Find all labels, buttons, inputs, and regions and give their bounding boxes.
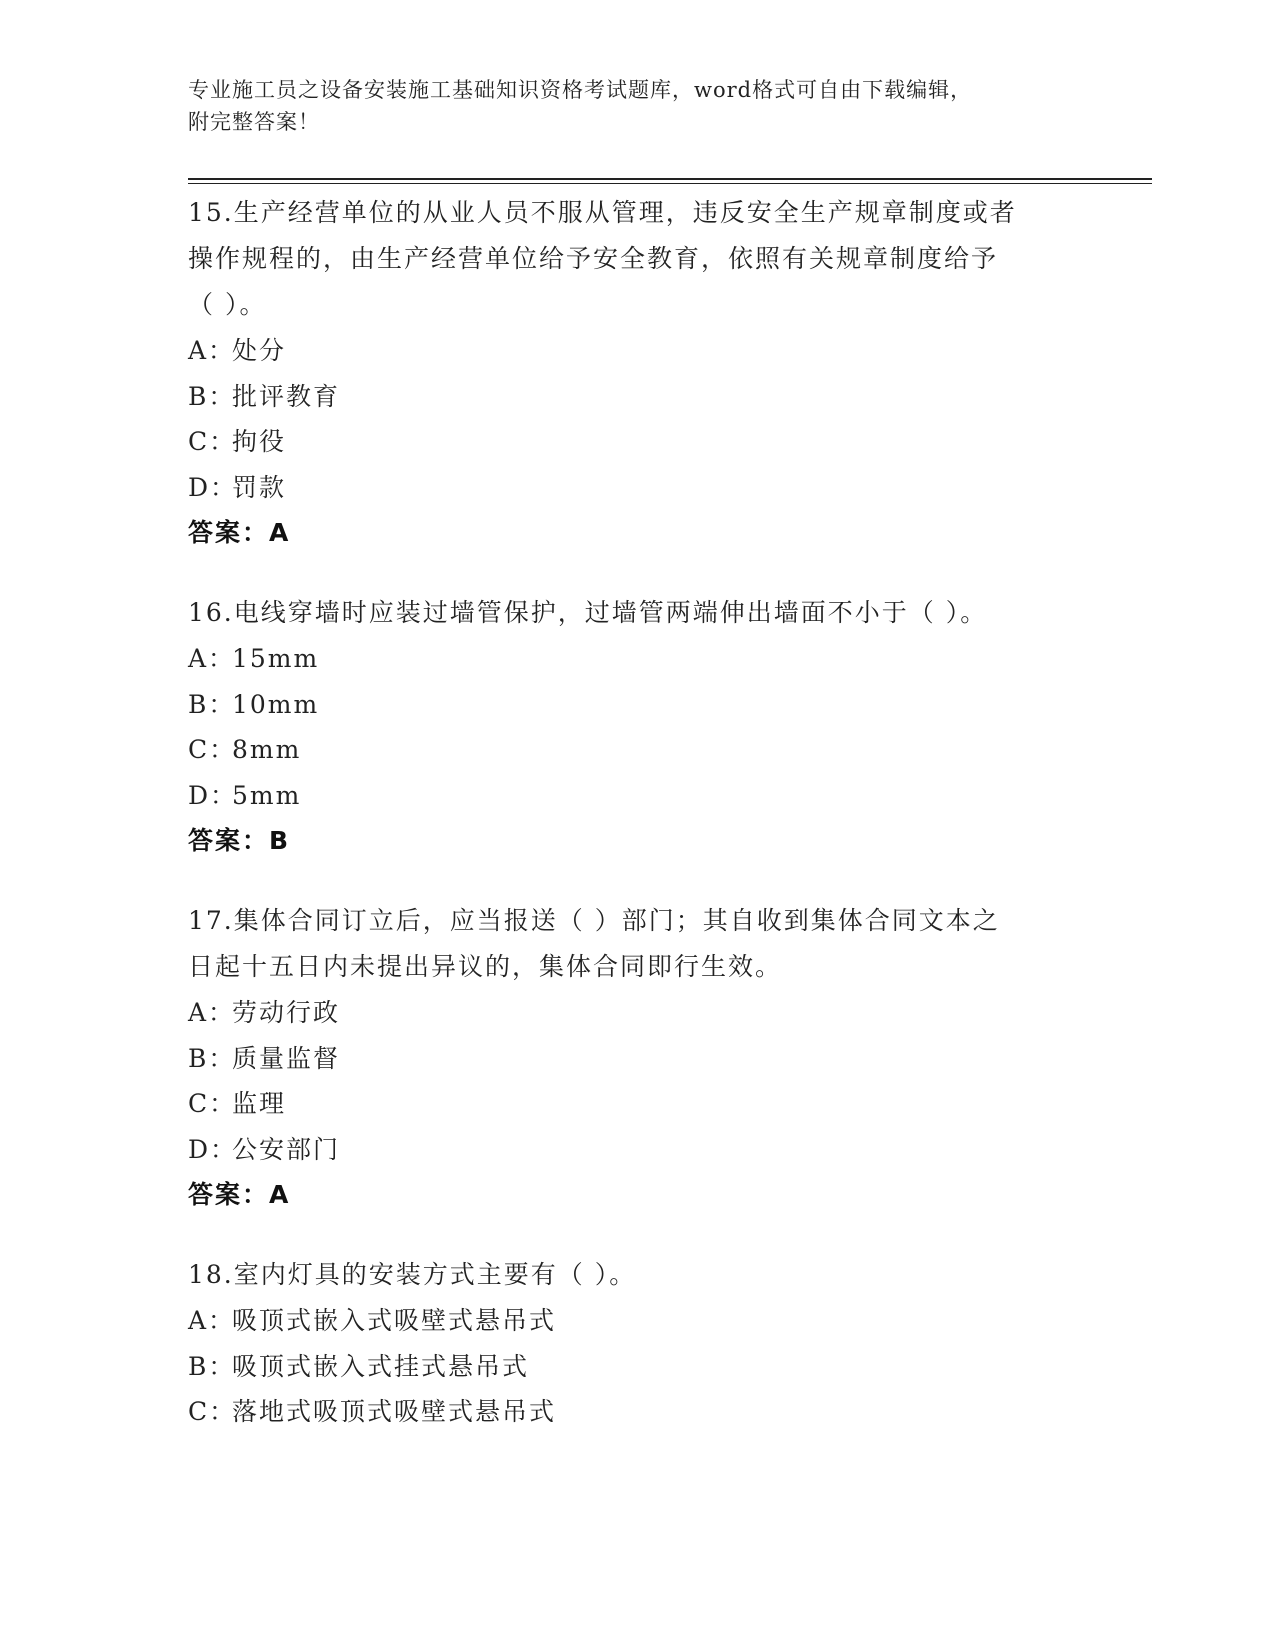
option-text: 处分 [232,336,287,365]
option-key: C： [188,1089,237,1118]
option-text: 罚款 [232,472,287,502]
option-a [188,990,1108,1036]
option-b [188,1036,1108,1082]
question-stem: 15.生产经营单位的从业人员不服从管理，违反安全生产规章制度或者 操作规程的，由生产经营单位给予安全教育，依照有关规章制度给予 （ ）。 [188,198,1017,319]
question-list [188,190,1108,1469]
option-text: 8mm [232,735,302,764]
option-c [188,1081,1108,1127]
option-key: D： [188,1134,238,1164]
option-text: 15mm [232,644,320,673]
question-stem: 17.集体合同订立后，应当报送（ ）部门；其自收到集体合同文本之 日起十五日内未提出异议的，集体合同即行生效。 [188,906,1000,981]
option-c [188,419,1108,465]
option-key: D： [188,472,238,502]
header-divider-thin [188,183,1152,184]
document-header [188,74,1068,138]
option-key: B： [188,381,236,411]
header-line-1: 专业施工员之设备安装施工基础知识资格考试题库，word格式可自由下载编辑， [188,78,973,102]
option-text: 拘役 [232,427,287,456]
option-key: C： [188,427,237,456]
option-key: B： [188,689,236,719]
option-text: 劳动行政 [232,998,341,1027]
option-text: 吸顶式嵌入式吸壁式悬吊式 [232,1306,557,1335]
question-17 [188,898,1108,1218]
option-text: 落地式吸顶式吸壁式悬吊式 [232,1397,557,1426]
option-d [188,465,1108,511]
option-b [188,374,1108,420]
header-divider-thick [188,178,1152,180]
header-line-2: 附完整答案！ [188,110,320,134]
option-c [188,727,1108,773]
option-key: A： [188,336,236,365]
answer-line: 答案：A [188,518,291,547]
option-d [188,773,1108,819]
option-key: A： [188,1306,236,1335]
option-text: 公安部门 [232,1134,341,1164]
option-c [188,1389,1108,1435]
question-stem: 16.电线穿墙时应装过墙管保护，过墙管两端伸出墙面不小于（ ）。 [188,598,988,627]
option-b [188,682,1108,728]
option-a [188,1298,1108,1344]
option-key: C： [188,735,237,764]
option-key: B： [188,1351,236,1381]
option-b [188,1344,1108,1390]
answer-line: 答案：B [188,826,291,855]
option-key: A： [188,998,236,1027]
option-key: D： [188,780,238,810]
question-stem: 18.室内灯具的安装方式主要有（ ）。 [188,1260,637,1289]
answer-line: 答案：A [188,1180,291,1209]
option-d [188,1127,1108,1173]
option-a [188,636,1108,682]
option-text: 吸顶式嵌入式挂式悬吊式 [232,1351,530,1381]
option-text: 5mm [232,780,302,810]
question-16 [188,590,1108,864]
option-a [188,328,1108,374]
option-text: 质量监督 [232,1043,341,1073]
option-text: 10mm [232,689,320,719]
question-15 [188,190,1108,556]
option-key: A： [188,644,236,673]
option-text: 批评教育 [232,381,341,411]
option-key: C： [188,1397,237,1426]
question-18 [188,1252,1108,1435]
option-text: 监理 [232,1089,287,1118]
option-key: B： [188,1043,236,1073]
